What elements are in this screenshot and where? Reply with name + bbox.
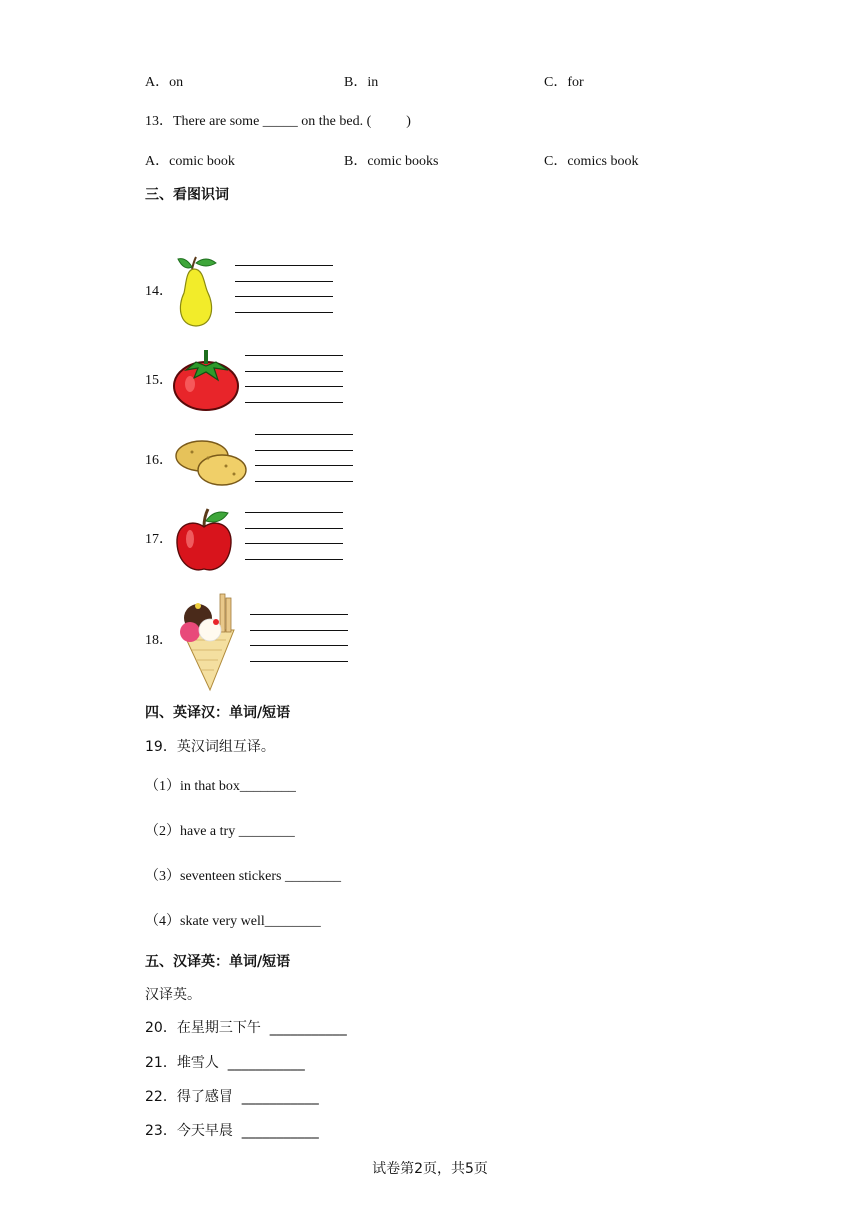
q13-text: 13．There are some _____ on the bed. ( ) [145, 114, 411, 129]
q19-item-2: （2）have a try ________ [145, 824, 295, 839]
answer-line[interactable] [235, 281, 333, 282]
item-number: 16． [145, 453, 173, 468]
tomato-icon [172, 346, 240, 412]
answer-line[interactable] [255, 434, 353, 435]
q19-prompt: 19．英汉词组互译。 [145, 739, 275, 755]
answer-line[interactable] [255, 481, 353, 482]
ice-cream-icon [176, 590, 240, 692]
answer-line[interactable] [235, 296, 333, 297]
item-number: 15． [145, 373, 173, 388]
q23: 23．今天早晨 ___________ [145, 1123, 319, 1139]
q20: 20．在星期三下午 ___________ [145, 1020, 347, 1036]
apple-icon [174, 507, 234, 575]
q12-option-c: C．for [544, 75, 584, 90]
item-number: 18． [145, 633, 173, 648]
answer-line[interactable] [250, 661, 348, 662]
answer-line[interactable] [245, 512, 343, 513]
q12-option-b: B．in [344, 75, 379, 90]
answer-line[interactable] [245, 355, 343, 356]
answer-line[interactable] [245, 559, 343, 560]
answer-line[interactable] [245, 543, 343, 544]
q12-option-a: A．on [145, 75, 184, 90]
section5-intro: 汉译英。 [145, 987, 201, 1003]
answer-line[interactable] [255, 450, 353, 451]
answer-line[interactable] [235, 265, 333, 266]
answer-line[interactable] [245, 386, 343, 387]
answer-line[interactable] [245, 402, 343, 403]
answer-line[interactable] [250, 614, 348, 615]
q21: 21．堆雪人 ___________ [145, 1055, 305, 1071]
q13-option-b: B．comic books [344, 154, 439, 169]
potato-icon [174, 436, 248, 488]
section3-title: 三、看图识词 [145, 187, 229, 203]
q19-item-3: （3）seventeen stickers ________ [145, 869, 341, 884]
answer-line[interactable] [235, 312, 333, 313]
answer-line[interactable] [245, 371, 343, 372]
item-number: 14． [145, 284, 173, 299]
section4-title: 四、英译汉：单词/短语 [145, 705, 291, 721]
q19-item-4: （4）skate very well________ [145, 914, 321, 929]
q13-option-a: A．comic book [145, 154, 235, 169]
q19-item-1: （1）in that box________ [145, 779, 296, 794]
page-footer: 试卷第2页，共5页 [372, 1161, 488, 1177]
answer-line[interactable] [245, 528, 343, 529]
q13-option-c: C．comics book [544, 154, 639, 169]
q22: 22．得了感冒 ___________ [145, 1089, 319, 1105]
section5-title: 五、汉译英：单词/短语 [145, 954, 291, 970]
answer-line[interactable] [250, 645, 348, 646]
answer-line[interactable] [250, 630, 348, 631]
answer-line[interactable] [255, 465, 353, 466]
item-number: 17． [145, 532, 173, 547]
pear-icon [172, 255, 218, 329]
